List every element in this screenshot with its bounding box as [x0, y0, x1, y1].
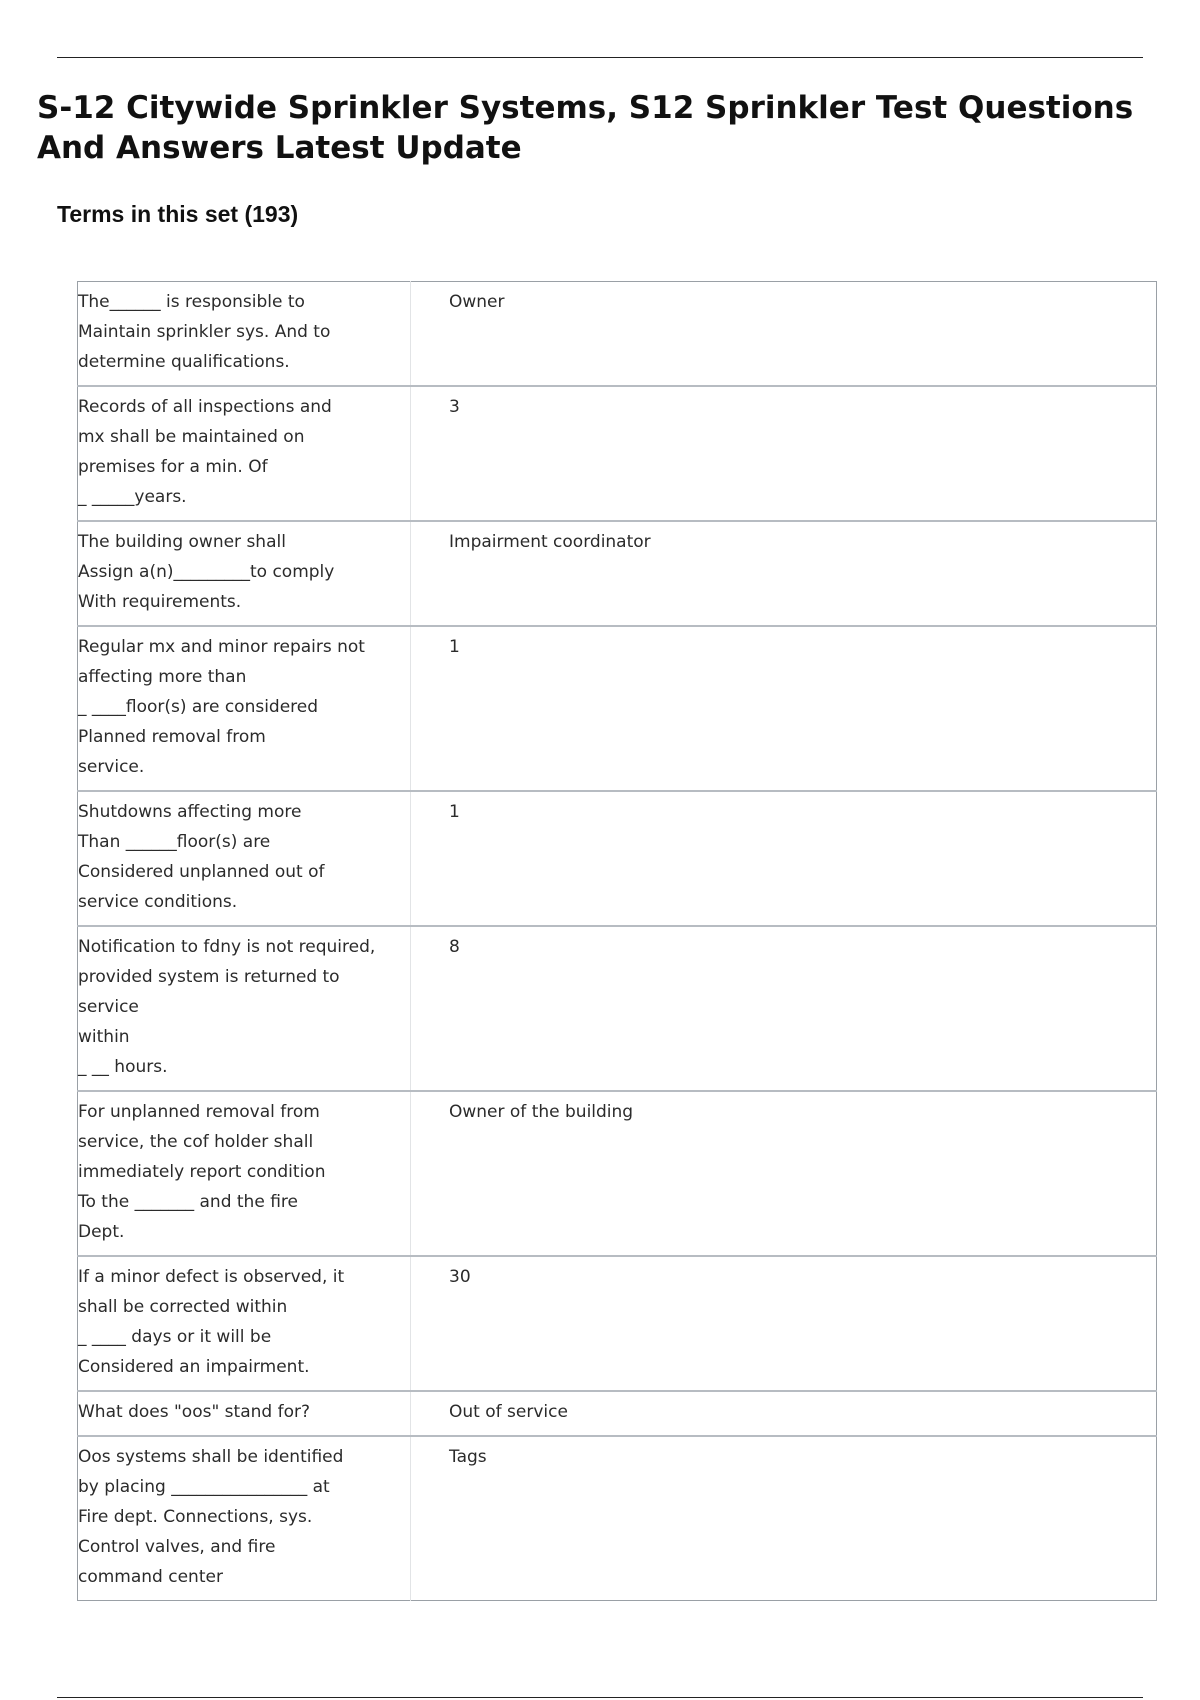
table-row: [78, 282, 1157, 387]
term-question: The______ is responsible to Maintain sprinkler sys. And to determine qualifications.: [78, 282, 411, 387]
term-answer: 1: [411, 791, 1157, 926]
table-row: [78, 791, 1157, 926]
table-row: [78, 386, 1157, 521]
term-question: The building owner shall Assign a(n)_________to comply With requirements.: [78, 521, 411, 626]
term-question: For unplanned removal from service, the cof holder shall immediately report condition To the _______ and the fire Dept.: [78, 1091, 411, 1256]
term-answer: Tags: [449, 1447, 487, 1467]
term-answer: 1: [411, 626, 1157, 791]
term-question: Records of all inspections and mx shall be maintained on premises for a min. Of _ _____years.: [78, 386, 411, 521]
term-question: Notification to fdny is not required, provided system is returned to service within _ __ hours.: [78, 926, 411, 1091]
table-row: [78, 1436, 1157, 1601]
term-answer: 30: [411, 1256, 1157, 1391]
terms-table: [77, 281, 1157, 1601]
terms-count-heading: Terms in this set (193): [57, 201, 299, 227]
table-row: [78, 1091, 1157, 1256]
table-row: [78, 626, 1157, 791]
term-question: What does "oos" stand for?: [78, 1391, 411, 1436]
term-answer: Owner of the building: [411, 1091, 1157, 1256]
term-answer: 3: [411, 386, 1157, 521]
table-row: [78, 1256, 1157, 1391]
top-divider: [57, 57, 1143, 58]
bottom-divider: [57, 1697, 1143, 1698]
term-question: Regular mx and minor repairs not affecting more than _ ____floor(s) are considered Planned removal from service.: [78, 626, 411, 791]
term-answer: Owner: [411, 282, 1157, 387]
page-title: S-12 Citywide Sprinkler Systems, S12 Sprinkler Test Questions And Answers Latest Update: [37, 90, 1134, 166]
term-question: Shutdowns affecting more Than ______floor(s) are Considered unplanned out of service conditions.: [78, 791, 411, 926]
term-answer: 8: [411, 926, 1157, 1091]
term-question: If a minor defect is observed, it shall be corrected within _ ____ days or it will be Considered an impairment.: [78, 1256, 411, 1391]
table-row: [78, 926, 1157, 1091]
table-row: [78, 521, 1157, 626]
table-row: [78, 1391, 1157, 1436]
term-answer: Impairment coordinator: [411, 521, 1157, 626]
term-answer: Out of service: [411, 1391, 1157, 1436]
term-question: Oos systems shall be identified by placing ________________ at Fire dept. Connections, sys. Control valves, and fire command center: [78, 1436, 411, 1601]
